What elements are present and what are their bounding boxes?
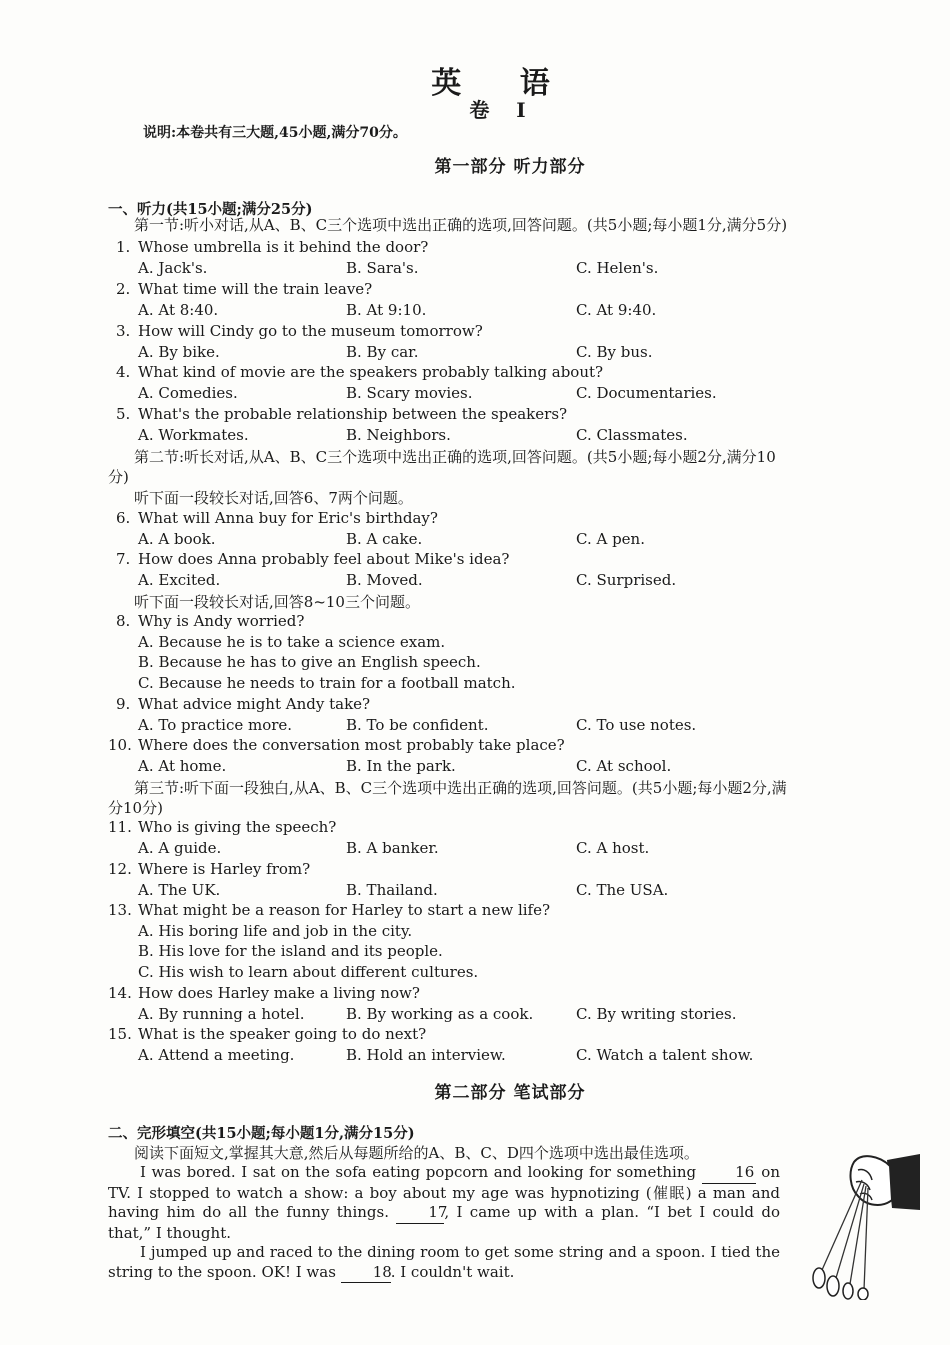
question-text: What time will the train leave? — [138, 280, 373, 298]
listening-subsection-3-line1: 第三节:听下面一段独白,从A、B、C三个选项中选出正确的选项,回答问题。(共5小题;每小题2分,满 — [134, 779, 787, 797]
question-text: What advice might Andy take? — [138, 695, 371, 713]
option-b: B. By working as a cook. — [346, 1005, 534, 1023]
option-a: A. To practice more. — [138, 716, 293, 734]
cloze-text: I was bored. I sat on the sofa eating popcorn and looking for something — [140, 1163, 697, 1181]
question-text: Where is Harley from? — [138, 860, 311, 878]
question-number: 9. — [116, 695, 131, 713]
question-number: 10. — [108, 736, 132, 754]
cloze-text: I jumped up and raced to the dining room to get some string and a spoon. I tied the string to the spoon. OK! I was — [108, 1243, 780, 1281]
option-a: A. By bike. — [138, 343, 220, 361]
option-b: B. At 9:10. — [346, 301, 427, 319]
option-a: A. A guide. — [138, 839, 222, 857]
question-text: What will Anna buy for Eric's birthday? — [138, 509, 438, 527]
part1-title: 第一部分 听力部分 — [434, 157, 586, 177]
option-a: A. The UK. — [138, 881, 221, 899]
cloze-text: on TV. I stopped to watch a show: a boy about my age was hypnotizing (催眠) a man and having him do all the funny things. — [108, 1163, 780, 1222]
question-text: How does Harley make a living now? — [138, 984, 420, 1002]
option-c: C. His wish to learn about different cultures. — [138, 963, 479, 981]
blank-17: 17 — [396, 1203, 444, 1224]
question-text: What is the speaker going to do next? — [138, 1025, 427, 1043]
option-b: B. In the park. — [346, 757, 456, 775]
question-number: 7. — [116, 550, 131, 568]
question-number: 6. — [116, 509, 131, 527]
question-number: 12. — [108, 860, 132, 878]
part2-title: 第二部分 笔试部分 — [434, 1083, 586, 1103]
question-number: 15. — [108, 1025, 132, 1043]
question-text: Where does the conversation most probably take place? — [138, 736, 565, 754]
question-text: What kind of movie are the speakers probably talking about? — [138, 363, 604, 381]
option-c: C. At school. — [576, 757, 672, 775]
listening-subsection-2-line1: 第二节:听长对话,从A、B、C三个选项中选出正确的选项,回答问题。(共5小题;每小题2分,满分10 — [134, 448, 776, 466]
option-c: C. Watch a talent show. — [576, 1046, 754, 1064]
question-text: Whose umbrella is it behind the door? — [138, 238, 429, 256]
question-text: How will Cindy go to the museum tomorrow? — [138, 322, 483, 340]
option-b: B. By car. — [346, 343, 419, 361]
dialog-intro-6-7: 听下面一段较长对话,回答6、7两个问题。 — [134, 489, 413, 507]
option-b: B. Neighbors. — [346, 426, 451, 444]
question-text: What might be a reason for Harley to start a new life? — [138, 901, 551, 919]
option-a: A. Excited. — [138, 571, 221, 589]
exam-title: 英 语 — [431, 66, 574, 101]
option-b: B. Hold an interview. — [346, 1046, 506, 1064]
option-a: A. Comedies. — [138, 384, 238, 402]
cloze-text: . I couldn't wait. — [390, 1262, 515, 1281]
blank-16: 16 — [702, 1163, 756, 1184]
option-a: A. By running a hotel. — [138, 1005, 305, 1023]
question-number: 3. — [116, 322, 131, 340]
option-c: C. To use notes. — [576, 716, 697, 734]
option-b: B. Moved. — [346, 571, 423, 589]
option-a: A. His boring life and job in the city. — [138, 922, 413, 940]
cloze-instruction: 阅读下面短文,掌握其大意,然后从每题所给的A、B、C、D四个选项中选出最佳选项。 — [134, 1144, 699, 1162]
option-c: C. Helen's. — [576, 259, 659, 277]
option-c: C. By bus. — [576, 343, 653, 361]
cloze-text: , I came up with a plan. “I bet I could do that,” I thought. — [108, 1203, 780, 1242]
question-number: 1. — [116, 238, 131, 256]
question-number: 14. — [108, 984, 132, 1002]
option-a: A. At home. — [138, 757, 227, 775]
blank-18: 18 — [341, 1263, 391, 1284]
option-b: B. Scary movies. — [346, 384, 473, 402]
option-c: C. Surprised. — [576, 571, 677, 589]
option-c: C. The USA. — [576, 881, 669, 899]
listening-subsection-2-line2: 分) — [108, 468, 129, 486]
option-c: C. Because he needs to train for a football match. — [138, 674, 516, 692]
option-c: C. At 9:40. — [576, 301, 657, 319]
option-a: A. Workmates. — [138, 426, 249, 444]
option-c: C. Documentaries. — [576, 384, 717, 402]
dialog-intro-8-10: 听下面一段较长对话,回答8~10三个问题。 — [134, 593, 420, 611]
option-a: A. A book. — [138, 530, 216, 548]
option-a: A. At 8:40. — [138, 301, 219, 319]
option-a: A. Because he is to take a science exam. — [138, 633, 446, 651]
option-c: C. Classmates. — [576, 426, 688, 444]
question-text: What's the probable relationship between the speakers? — [138, 405, 568, 423]
question-text: Who is giving the speech? — [138, 818, 337, 836]
cloze-paragraph-1 — [108, 1163, 780, 1243]
question-number: 13. — [108, 901, 132, 919]
cloze-section-heading: 二、完形填空(共15小题;每小题1分,满分15分) — [108, 1125, 415, 1142]
hand-with-spoon-illustration — [792, 1150, 922, 1300]
listening-subsection-3-line2: 分10分) — [108, 799, 163, 817]
option-c: C. By writing stories. — [576, 1005, 737, 1023]
question-number: 5. — [116, 405, 131, 423]
option-b: B. His love for the island and its people. — [138, 942, 443, 960]
option-b: B. Thailand. — [346, 881, 438, 899]
volume-label: 卷 Ⅰ — [469, 98, 536, 122]
question-number: 4. — [116, 363, 131, 381]
option-b: B. A cake. — [346, 530, 423, 548]
question-text: How does Anna probably feel about Mike's idea? — [138, 550, 510, 568]
option-b: B. A banker. — [346, 839, 439, 857]
question-number: 8. — [116, 612, 131, 630]
question-number: 2. — [116, 280, 131, 298]
listening-subsection-1: 第一节:听小对话,从A、B、C三个选项中选出正确的选项,回答问题。(共5小题;每小题1分,满分5分) — [134, 216, 788, 234]
listening-section-heading: 一、听力(共15小题;满分25分) — [108, 201, 313, 218]
cloze-paragraph-2 — [108, 1243, 780, 1283]
question-number: 11. — [108, 818, 132, 836]
option-a: A. Jack's. — [138, 259, 208, 277]
question-text: Why is Andy worried? — [138, 612, 305, 630]
option-c: C. A pen. — [576, 530, 645, 548]
option-c: C. A host. — [576, 839, 650, 857]
option-b: B. Sara's. — [346, 259, 419, 277]
option-b: B. To be confident. — [346, 716, 489, 734]
exam-instructions: 说明:本卷共有三大题,45小题,满分70分。 — [143, 125, 407, 141]
option-b: B. Because he has to give an English speech. — [138, 653, 481, 671]
option-a: A. Attend a meeting. — [138, 1046, 295, 1064]
